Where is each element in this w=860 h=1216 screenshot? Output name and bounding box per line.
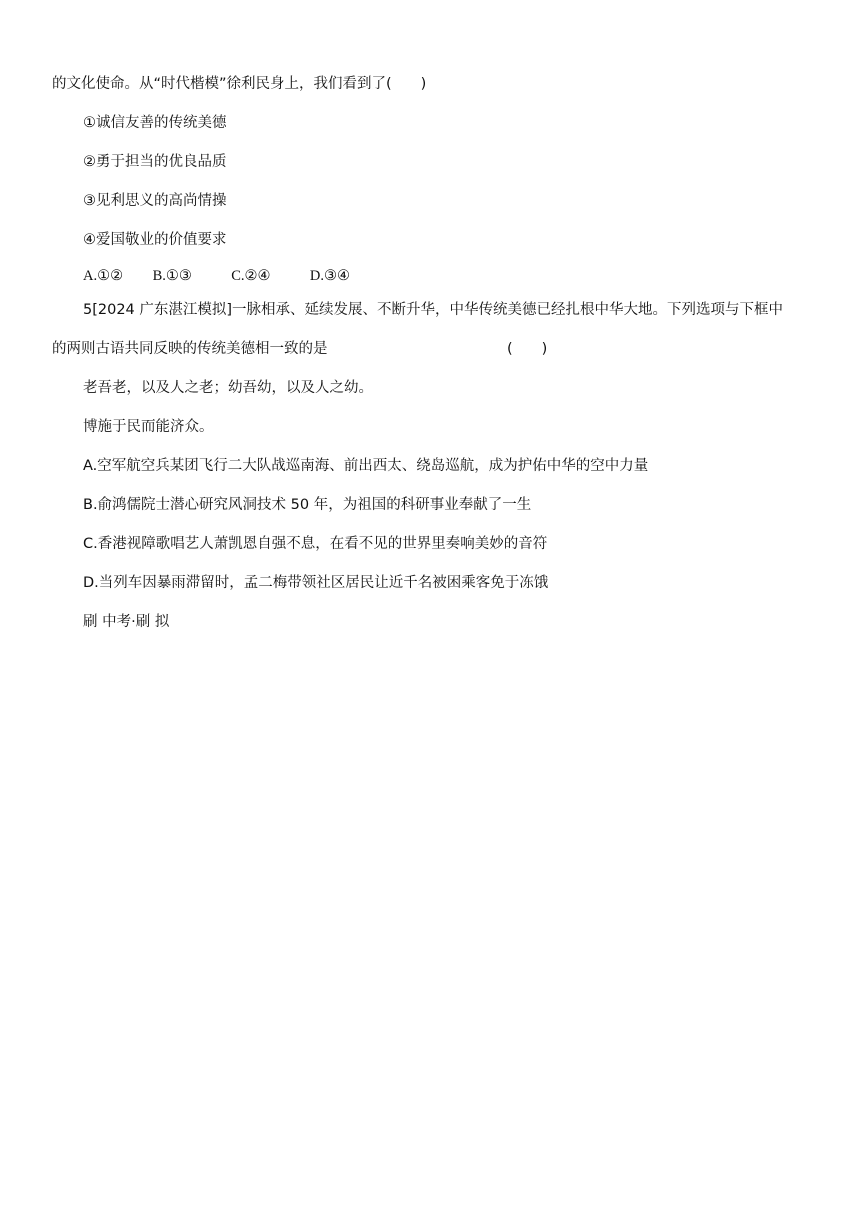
quote-1: 老吾老，以及人之老；幼吾幼，以及人之幼。 [83, 380, 373, 396]
option-b: B.①③ [152, 268, 192, 284]
footer-label: 刷 中考·刷 拟 [83, 614, 170, 630]
choice-d: D.当列车因暴雨滞留时，孟二梅带领社区居民让近千名被困乘客免于冻饿 [83, 575, 549, 591]
question-4-item-2: ②勇于担当的优良品质 [83, 154, 227, 170]
choice-b: B.俞鸿儒院士潜心研究风洞技术 50 年，为祖国的科研事业奉献了一生 [83, 497, 532, 513]
question-4-item-3: ③见利思义的高尚情操 [83, 193, 227, 209]
question-4-item-1: ①诚信友善的传统美德 [83, 115, 227, 131]
quote-2: 博施于民而能济众。 [83, 419, 214, 435]
question-5-stem-line-2: 的两则古语共同反映的传统美德相一致的是 [52, 341, 328, 357]
option-c: C.②④ [231, 268, 271, 284]
option-a: A.①② [83, 268, 124, 284]
question-4-options [83, 266, 350, 286]
choice-c: C.香港视障歌唱艺人萧凯恩自强不息，在看不见的世界里奏响美妙的音符 [83, 536, 548, 552]
question-5-stem-line-1: 5[2024 广东湛江模拟]一脉相承、延续发展、不断升华，中华传统美德已经扎根中华大地。下列选项与下框中 [83, 302, 784, 318]
choice-a: A.空军航空兵某团飞行二大队战巡南海、前出西太、绕岛巡航，成为护佑中华的空中力量 [83, 458, 649, 474]
option-d: D.③④ [309, 268, 350, 284]
question-4-item-4: ④爱国敬业的价值要求 [83, 232, 227, 248]
question-4-stem-end: 的文化使命。从“时代楷模”徐利民身上，我们看到了( ) [52, 76, 427, 92]
answer-parentheses: ( ) [507, 341, 548, 357]
